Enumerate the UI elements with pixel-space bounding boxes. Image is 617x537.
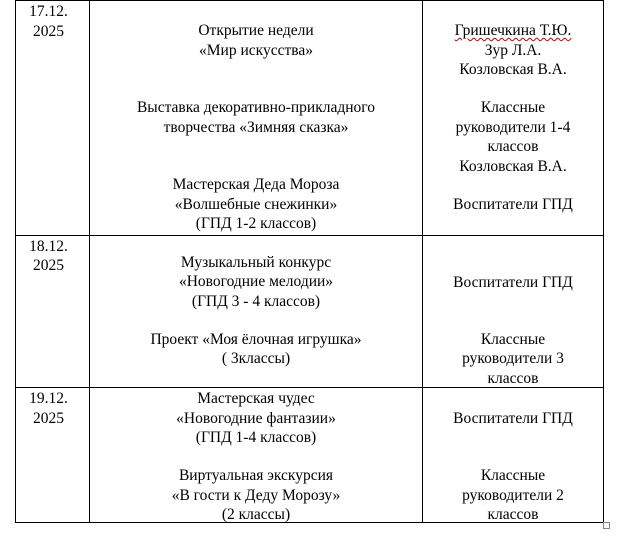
event-item: Музыкальный конкурс «Новогодние мелодии» (ГПД 3 - 4 классов): [178, 253, 334, 310]
events-cell: [90, 1, 423, 236]
responsible-cell: [423, 235, 604, 388]
responsible-item: Воспитатели ГПД: [453, 273, 573, 291]
date-day: 17.12.: [29, 3, 68, 20]
date-year: 2025: [33, 257, 64, 275]
event-item: Выставка декоративно-прикладного творчества «Зимняя сказка»: [136, 99, 376, 136]
responsible-item: Классные руководители 2 классов: [462, 467, 564, 524]
table-end-marker: [603, 522, 610, 529]
date-cell: [16, 235, 90, 388]
event-item: Открытие недели «Мир искусства»: [198, 22, 314, 59]
date-day: 19.12.: [29, 390, 68, 408]
table-row: [16, 388, 604, 523]
responsible-item: Классные руководители 3 классов: [462, 330, 564, 387]
date-year: 2025: [33, 22, 64, 40]
date-year: 2025: [33, 409, 64, 427]
responsible-item: Воспитатели ГПД: [453, 196, 573, 213]
events-cell: [90, 235, 423, 388]
responsible-cell: [423, 1, 604, 236]
date-cell: [16, 388, 90, 523]
table-row: [16, 235, 604, 388]
event-item: Мастерская Деда Мороза «Волшебные снежинки» (ГПД 1-2 классов): [172, 176, 340, 232]
responsible-item: Воспитатели ГПД: [453, 410, 573, 428]
responsible-item: Классные руководители 1-4 классов Козловская В.А.: [455, 99, 571, 175]
event-item: Виртуальная экскурсия «В гости к Деду Морозу» (2 классы): [171, 467, 341, 524]
event-item: Проект «Моя ёлочная игрушка» ( 3классы): [150, 330, 362, 368]
event-item: Мастерская чудес «Новогодние фантазии» (ГПД 1-4 классов): [176, 390, 336, 447]
responsible-item: Гришечкина Т.Ю. Зур Л.А. Козловская В.А.: [454, 22, 572, 78]
responsible-cell: [423, 388, 604, 523]
events-cell: [90, 388, 423, 523]
date-day: 18.12.: [29, 237, 68, 255]
events-schedule-table: [15, 0, 604, 523]
table-row: [16, 1, 604, 236]
date-cell: [16, 1, 90, 236]
